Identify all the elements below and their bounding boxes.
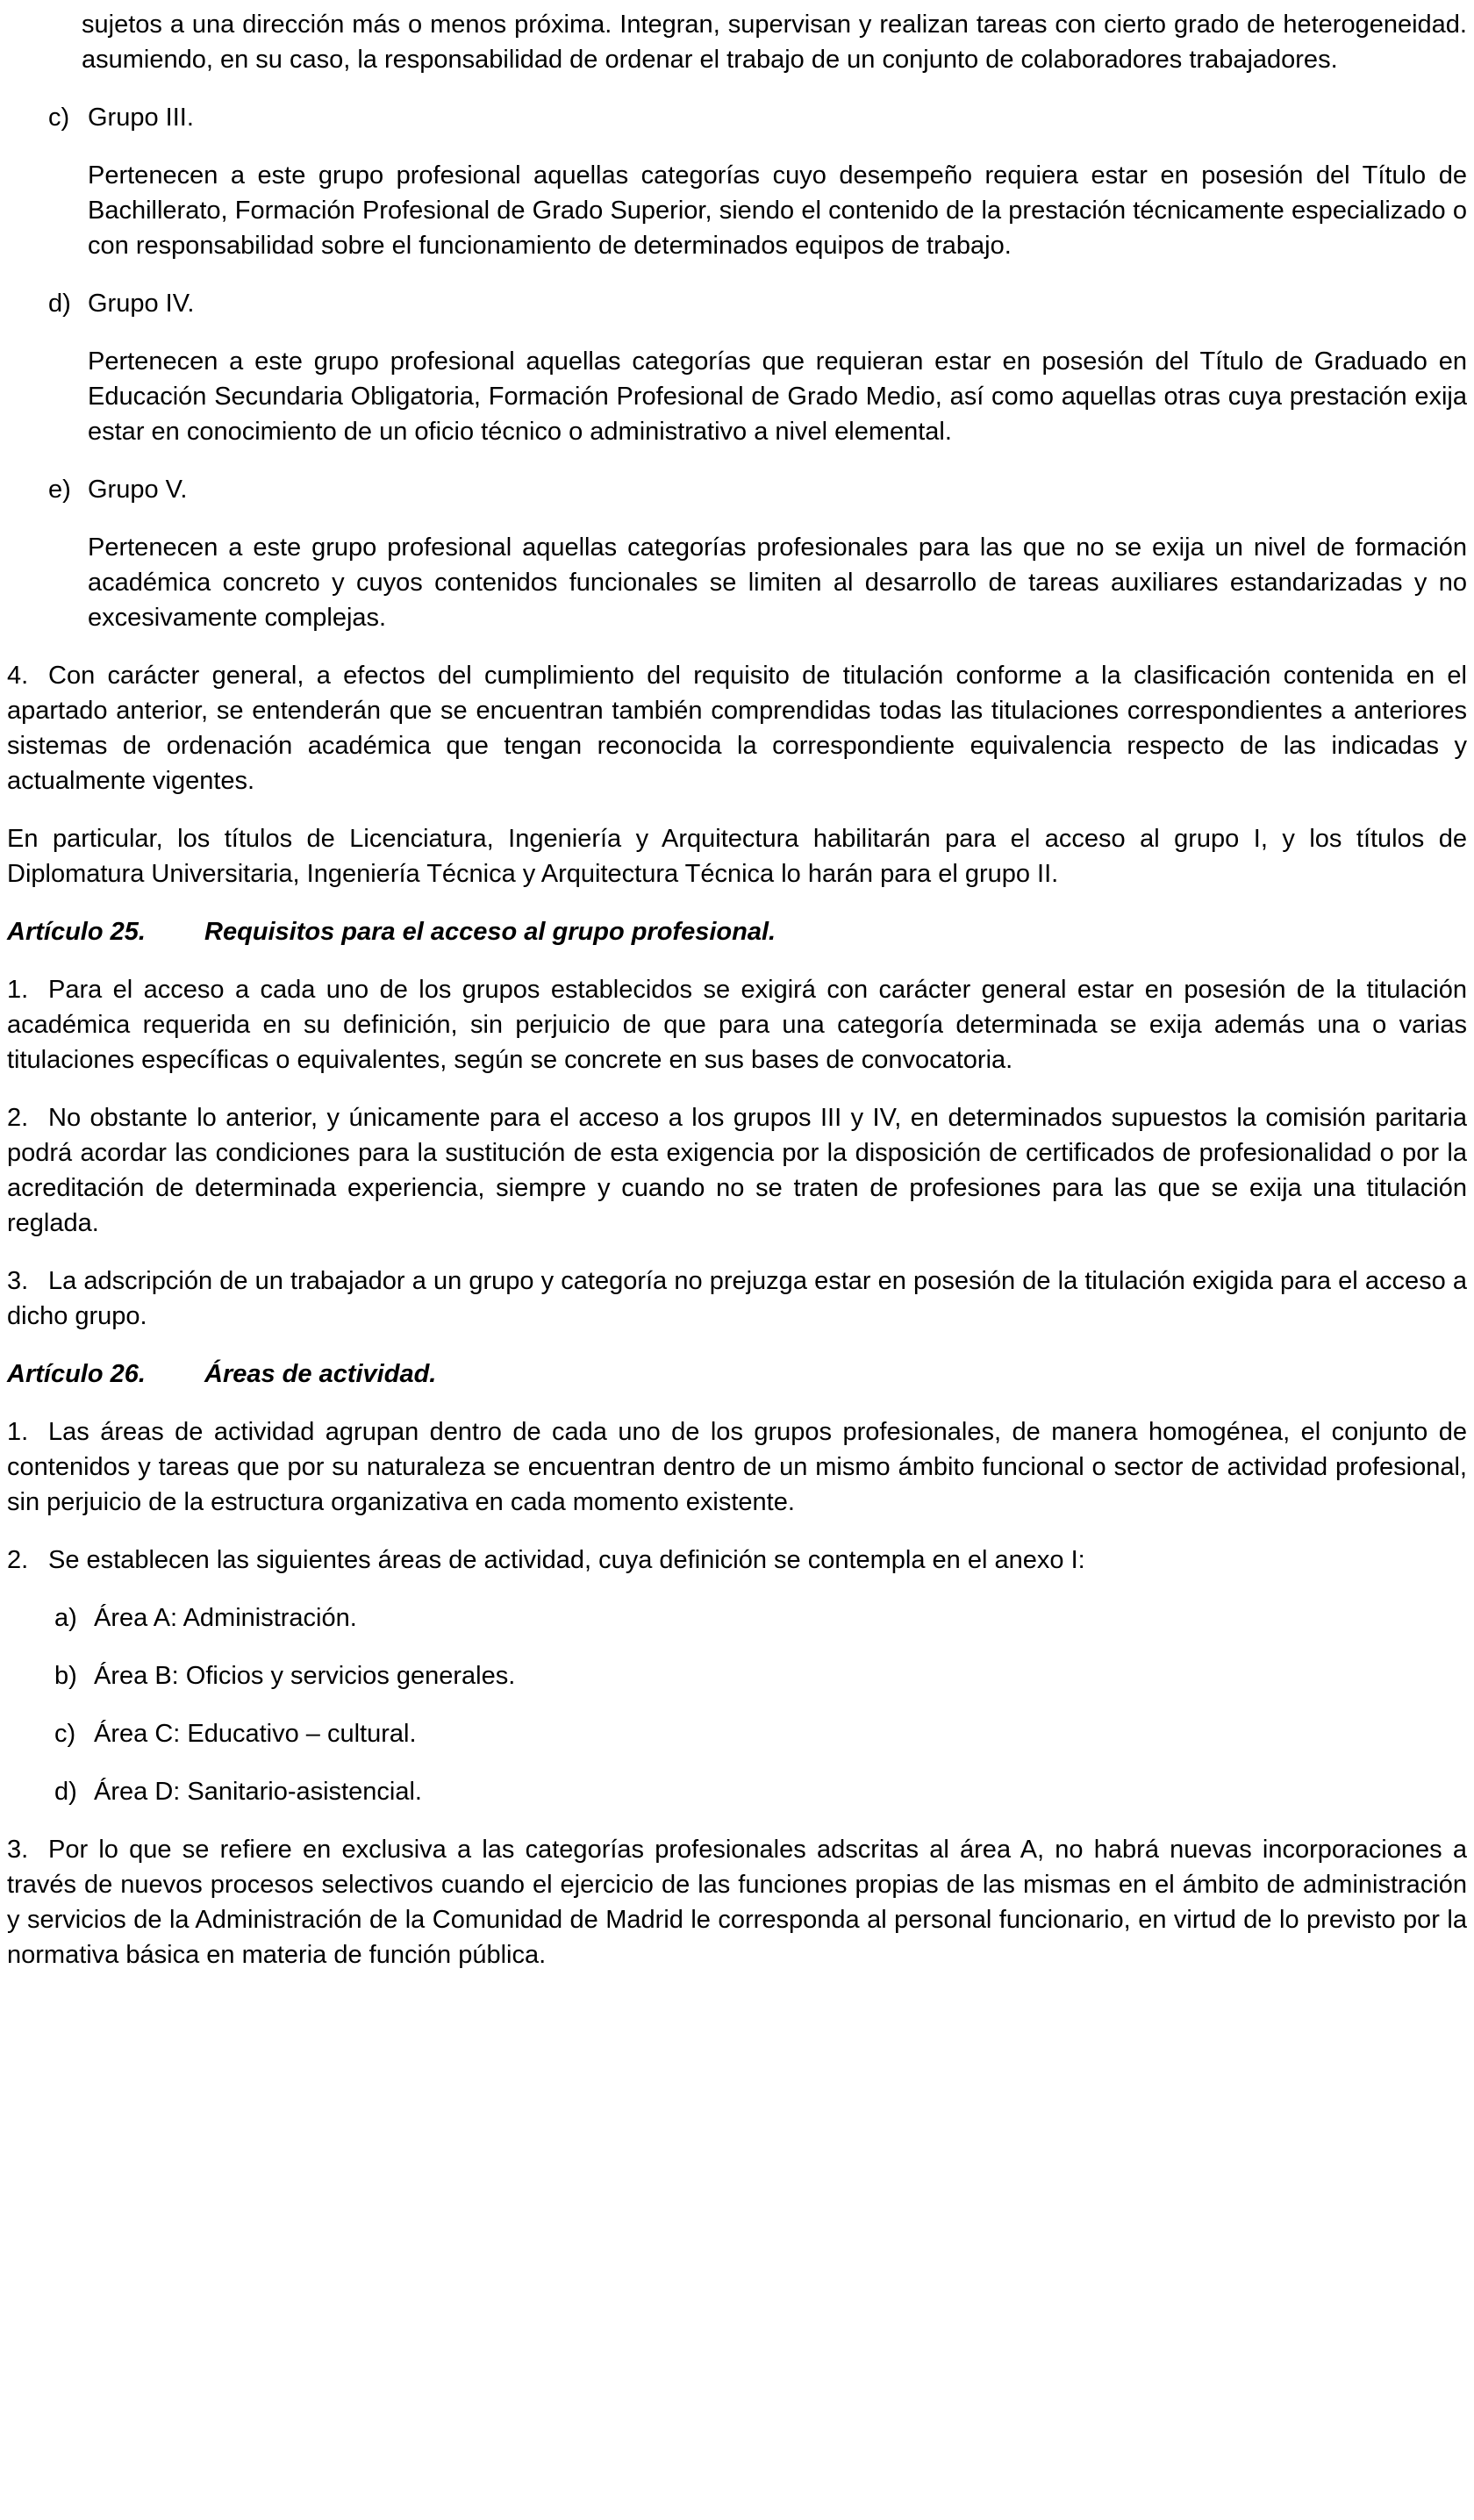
numbered-paragraph-4: [7, 658, 1467, 798]
list-item-label: Área C: Educativo – cultural.: [94, 1720, 417, 1748]
paragraph-grupo-v: Pertenecen a este grupo profesional aquellas categorías profesionales para las que no se exija un nivel de formación académica concreto y cuyos contenidos funcionales se limiten al desarrollo de tareas auxiliares estandarizadas y no excesivamente complejas.: [88, 533, 1467, 632]
paragraph-grupo-iii: Pertenecen a este grupo profesional aquellas categorías cuyo desempeño requiera estar en posesión del Título de Bachillerato, Formación Profesional de Grado Superior, siendo el contenido de la prestación técnicamente especializado o con responsabilidad sobre el funcionamiento de determinados equipos de trabajo.: [88, 161, 1467, 260]
list-item-label: Grupo IV.: [88, 290, 195, 318]
list-marker: d): [54, 1778, 77, 1806]
paragraph-text: La adscripción de un trabajador a un grupo y categoría no prejuzga estar en posesión de la titulación exigida para el acceso a dicho grupo.: [7, 1267, 1467, 1330]
article-title: Requisitos para el acceso al grupo profesional.: [204, 918, 776, 946]
list-marker: c): [48, 104, 70, 132]
numbered-paragraph-26-1: [7, 1414, 1467, 1520]
article-26-heading: [7, 1357, 1467, 1392]
list-item-label: Área D: Sanitario-asistencial.: [94, 1778, 422, 1806]
article-label: Artículo 25.: [7, 918, 146, 946]
article-25-heading: [7, 914, 1467, 949]
numbered-paragraph-26-3: [7, 1832, 1467, 1972]
paragraph-number: 3.: [7, 1267, 29, 1295]
paragraph-continuation: sujetos a una dirección más o menos próxima. Integran, supervisan y realizan tareas con cierto grado de heterogeneidad. asumiendo, en su caso, la responsabilidad de ordenar el trabajo de un conjunto de colaboradores trabajadores.: [82, 11, 1467, 74]
list-marker: a): [54, 1604, 77, 1632]
list-marker: b): [54, 1662, 77, 1690]
paragraph-en-particular: En particular, los títulos de Licenciatura, Ingeniería y Arquitectura habilitarán para el acceso al grupo I, y los títulos de Diplomatura Universitaria, Ingeniería Técnica y Arquitectura Técnica lo harán para el grupo II.: [7, 825, 1467, 888]
list-marker: e): [48, 476, 71, 504]
paragraph-text: Para el acceso a cada uno de los grupos establecidos se exigirá con carácter general estar en posesión de la titulación académica requerida en su definición, sin perjuicio de que para una categoría determinada se exija además una o varias titulaciones específicas o equivalentes, según se concrete en sus bases de convocatoria.: [7, 976, 1467, 1074]
list-item-area-d: [54, 1774, 1467, 1809]
paragraph-text: No obstante lo anterior, y únicamente para el acceso a los grupos III y IV, en determinados supuestos la comisión paritaria podrá acordar las condiciones para la sustitución de esta exigencia por la disposición de certificados de profesionalidad o por la acreditación de determinada experiencia, siempre y cuando no se traten de profesiones para las que se exija una titulación reglada.: [7, 1104, 1467, 1237]
paragraph-text: Se establecen las siguientes áreas de actividad, cuya definición se contempla en el anexo I:: [48, 1546, 1085, 1574]
paragraph-number: 1.: [7, 1418, 29, 1446]
list-item-e-grupo-v: [48, 472, 1467, 507]
list-item-c-grupo-iii: [48, 100, 1467, 135]
article-title: Áreas de actividad.: [204, 1360, 437, 1388]
numbered-paragraph-26-2: [7, 1543, 1467, 1578]
list-marker: c): [54, 1720, 76, 1748]
list-item-area-b: [54, 1658, 1467, 1693]
paragraph-number: 3.: [7, 1836, 29, 1864]
list-item-area-c: [54, 1716, 1467, 1751]
list-item-area-a: [54, 1600, 1467, 1636]
article-label: Artículo 26.: [7, 1360, 146, 1388]
list-marker: d): [48, 290, 71, 318]
list-item-label: Grupo V.: [88, 476, 188, 504]
paragraph-number: 2.: [7, 1546, 29, 1574]
numbered-paragraph-25-2: [7, 1100, 1467, 1241]
paragraph-grupo-iv: Pertenecen a este grupo profesional aquellas categorías que requieran estar en posesión del Título de Graduado en Educación Secundaria Obligatoria, Formación Profesional de Grado Medio, así como aquellas otras cuya prestación exija estar en conocimiento de un oficio técnico o administrativo a nivel elemental.: [88, 347, 1467, 446]
list-item-label: Área A: Administración.: [94, 1604, 357, 1632]
paragraph-number: 1.: [7, 976, 29, 1004]
paragraph-text: Con carácter general, a efectos del cumplimiento del requisito de titulación conforme a la clasificación contenida en el apartado anterior, se entenderán que se encuentran también comprendidas todas las titulaciones correspondientes a anteriores sistemas de ordenación académica que tengan reconocida la correspondiente equivalencia respecto de las indicadas y actualmente vigentes.: [7, 662, 1467, 795]
numbered-paragraph-25-3: [7, 1264, 1467, 1334]
list-item-label: Grupo III.: [88, 104, 194, 132]
paragraph-number: 4.: [7, 662, 29, 690]
paragraph-text: Por lo que se refiere en exclusiva a las categorías profesionales adscritas al área A, no habrá nuevas incorporaciones a través de nuevos procesos selectivos cuando el ejercicio de las funciones propias de las mismas en el ámbito de administración y servicios de la Administración de la Comunidad de Madrid le corresponda al personal funcionario, en virtud de lo previsto por la normativa básica en materia de función pública.: [7, 1836, 1467, 1969]
numbered-paragraph-25-1: [7, 972, 1467, 1077]
list-item-d-grupo-iv: [48, 286, 1467, 321]
list-item-label: Área B: Oficios y servicios generales.: [94, 1662, 516, 1690]
paragraph-number: 2.: [7, 1104, 29, 1132]
paragraph-text: Las áreas de actividad agrupan dentro de cada uno de los grupos profesionales, de manera homogénea, el conjunto de contenidos y tareas que por su naturaleza se encuentran dentro de un mismo ámbito funcional o sector de actividad profesional, sin perjuicio de la estructura organizativa en cada momento existente.: [7, 1418, 1467, 1516]
